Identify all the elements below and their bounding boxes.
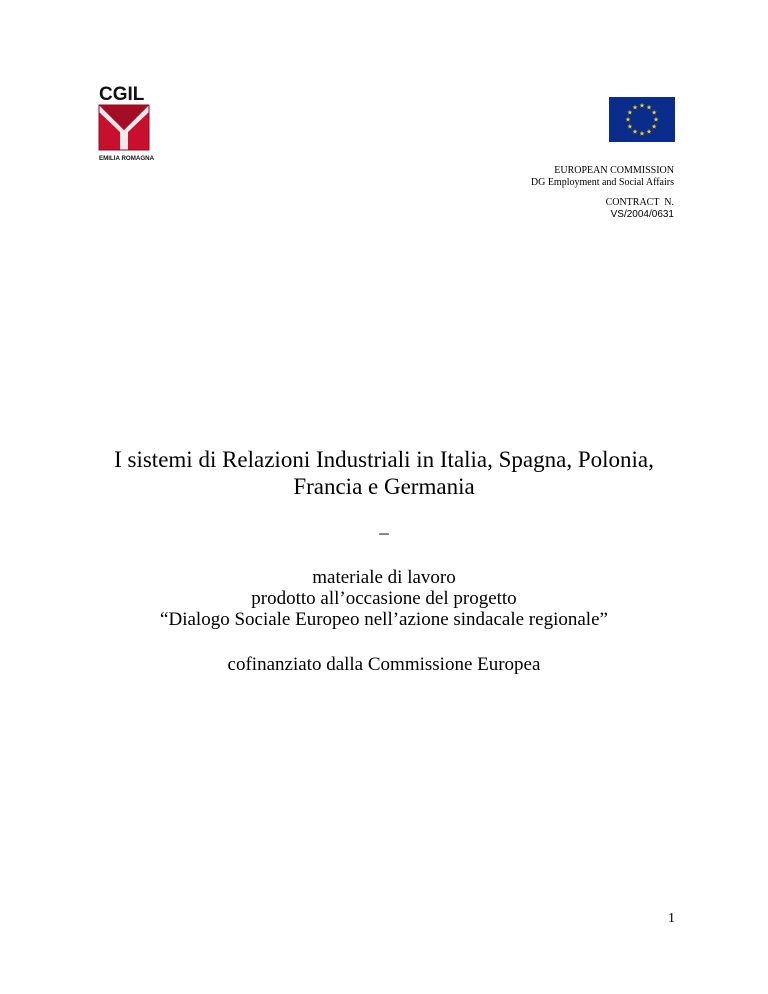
contract-block (606, 197, 674, 221)
separator: _ (379, 516, 389, 537)
cgil-logo (98, 82, 154, 164)
cgil-subtext: EMILIA ROMAGNA (99, 155, 154, 162)
document-title (0, 446, 768, 500)
dg-name: DG Employment and Social Affairs (530, 177, 674, 188)
subtitle-block (0, 567, 768, 630)
commission-block (531, 165, 674, 189)
cofinanced-text: cofinanziato dalla Commissione Europea (227, 654, 541, 675)
subtitle-line-3: “Dialogo Sociale Europeo nell’azione sindacale regionale” (160, 609, 608, 630)
cgil-wordmark: CGIL (99, 84, 145, 105)
subtitle-line-1: materiale di lavoro (312, 567, 456, 588)
contract-number: VS/2004/0631 (610, 209, 674, 220)
title-line-2: Francia e Germania (293, 474, 475, 499)
page-number: 1 (668, 911, 675, 926)
title-line-1: I sistemi di Relazioni Industriali in Italia, Spagna, Polonia, (114, 447, 654, 472)
subtitle-line-2: prodotto all’occasione del progetto (251, 588, 517, 609)
contract-label: CONTRACT N. (605, 197, 674, 208)
commission-name: EUROPEAN COMMISSION (554, 165, 674, 176)
eu-flag-icon (609, 97, 675, 142)
